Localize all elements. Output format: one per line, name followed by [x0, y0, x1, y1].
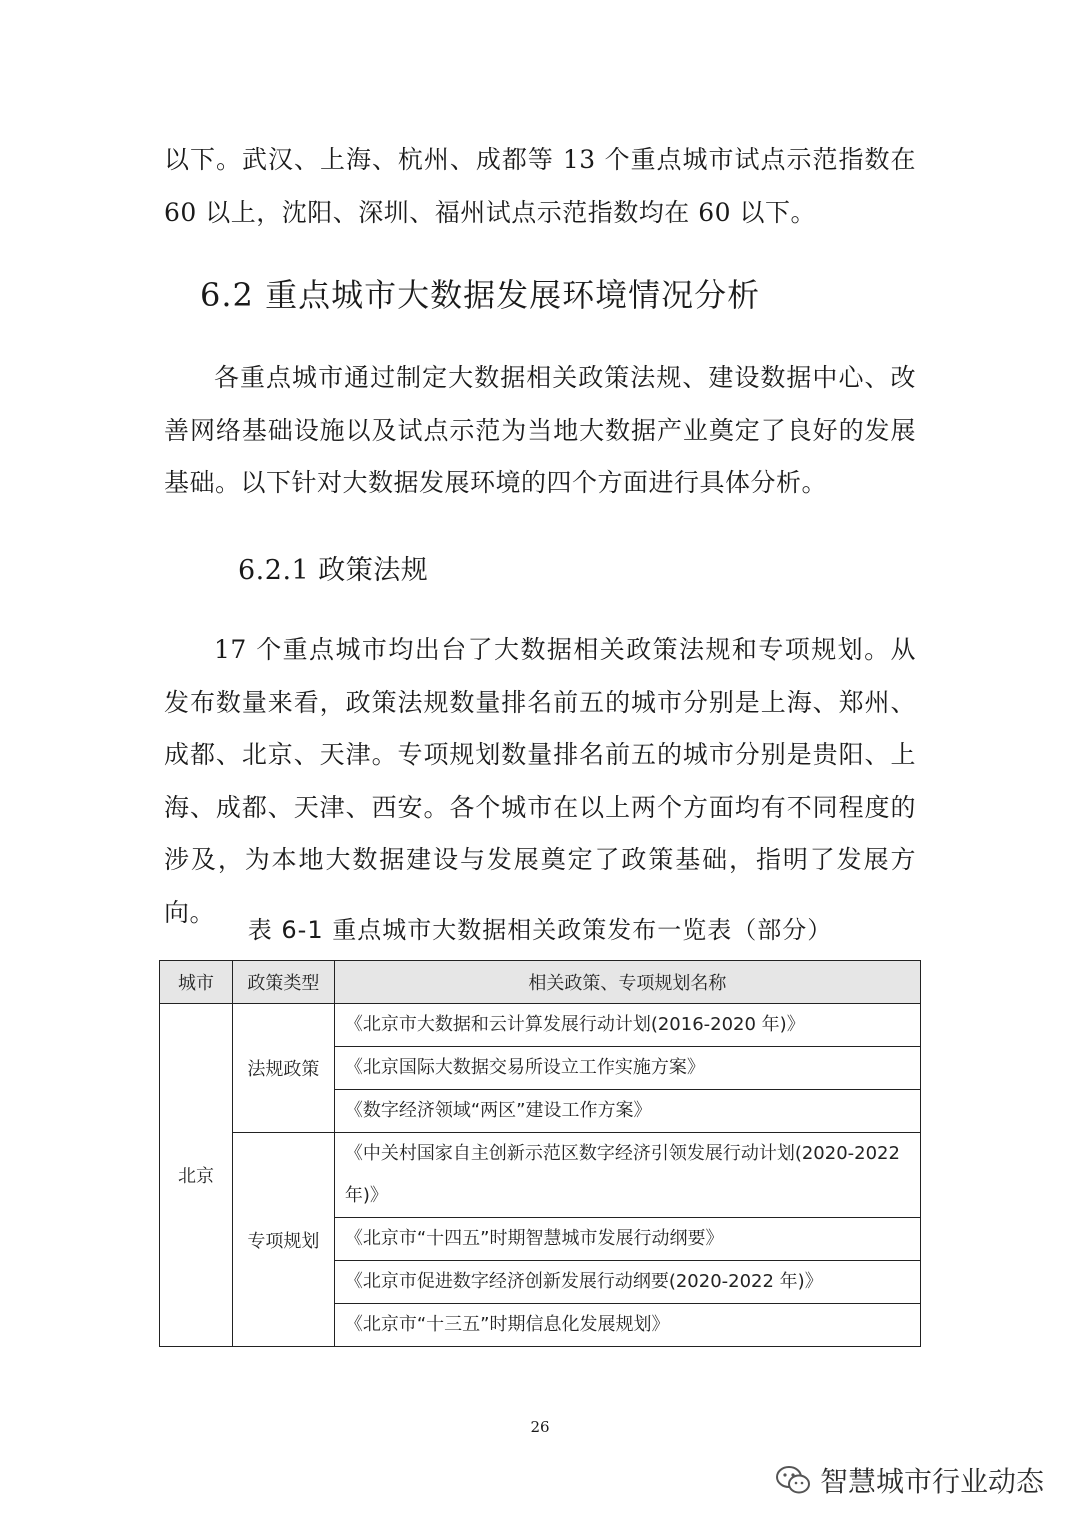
policy-name-cell: 《数字经济领域“两区”建设工作方案》: [334, 1090, 920, 1133]
city-cell: 北京: [160, 1004, 233, 1347]
wechat-icon: [774, 1463, 812, 1497]
policy-name-cell: 《北京市“十三五”时期信息化发展规划》: [334, 1304, 920, 1347]
watermark-label: 智慧城市行业动态: [819, 1465, 1044, 1498]
policy-name-cell: 《北京市“十四五”时期智慧城市发展行动纲要》: [334, 1218, 920, 1261]
page-number: 26: [530, 1418, 550, 1436]
watermark: [774, 1460, 1044, 1500]
policy-type-cell: 专项规划: [232, 1133, 334, 1347]
table-caption: 表 6-1 重点城市大数据相关政策发布一览表（部分）: [247, 916, 833, 944]
policy-name-cell: 《北京市促进数字经济创新发展行动纲要(2020-2022 年)》: [334, 1261, 920, 1304]
policy-name-cell: 《北京国际大数据交易所设立工作实施方案》: [334, 1047, 920, 1090]
subsection-heading: 6.2.1 政策法规: [238, 555, 429, 586]
subsection-paragraph: 17 个重点城市均出台了大数据相关政策法规和专项规划。从发布数量来看，政策法规数量排名前五的城市分别是上海、郑州、成都、北京、天津。专项规划数量排名前五的城市分别是贵阳、上海、成都、天津、西安。各个城市在以上两个方面均有不同程度的涉及，为本地大数据建设与发展奠定了政策基础，指明了发展方向。: [164, 635, 916, 927]
policy-name-cell: 《北京市大数据和云计算发展行动计划(2016-2020 年)》: [334, 1004, 920, 1047]
header-policy-name: 相关政策、专项规划名称: [334, 961, 920, 1004]
section-paragraph: 各重点城市通过制定大数据相关政策法规、建设数据中心、改善网络基础设施以及试点示范为当地大数据产业奠定了良好的发展基础。以下针对大数据发展环境的四个方面进行具体分析。: [164, 363, 916, 497]
table-row: [160, 1004, 921, 1047]
section-heading: 6.2 重点城市大数据发展环境情况分析: [200, 276, 761, 314]
policy-table: [159, 960, 921, 1347]
header-city: 城市: [160, 961, 233, 1004]
table-row: [160, 1133, 921, 1218]
policy-name-cell: 《中关村国家自主创新示范区数字经济引领发展行动计划(2020-2022 年)》: [334, 1133, 920, 1218]
intro-paragraph: 以下。武汉、上海、杭州、成都等 13 个重点城市试点示范指数在 60 以上，沈阳、深圳、福州试点示范指数均在 60 以下。: [164, 145, 916, 227]
table-header-row: [160, 961, 921, 1004]
policy-type-cell: 法规政策: [232, 1004, 334, 1133]
header-policy-type: 政策类型: [232, 961, 334, 1004]
